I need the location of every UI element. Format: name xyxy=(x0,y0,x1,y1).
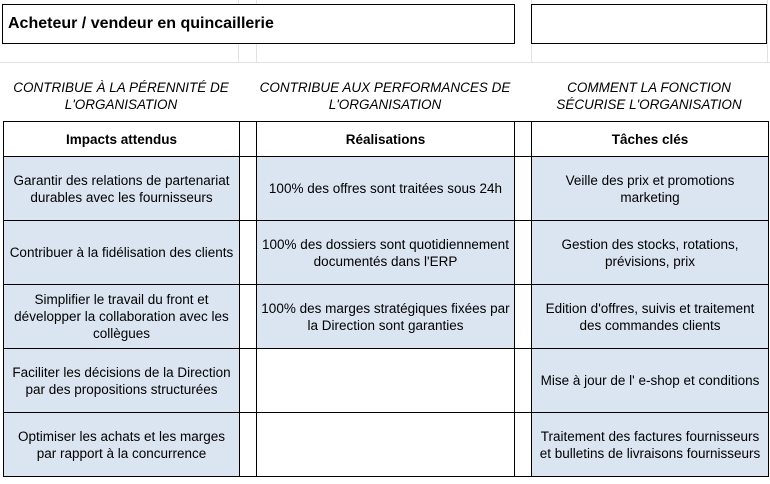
section-heading-performances: CONTRIBUE AUX PERFORMANCES DE L'ORGANISATION xyxy=(259,80,511,112)
tache-cell: Mise à jour de l' e-shop et conditions xyxy=(532,349,769,413)
spacer-cell xyxy=(515,221,532,285)
tache-cell: Edition d'offres, suivis et traitement des commandes clients xyxy=(532,285,769,349)
spacer-cell xyxy=(515,122,532,157)
spacer-cell xyxy=(240,413,257,477)
section-heading-perennite: CONTRIBUE À LA PÉRENNITÉ DE L'ORGANISATION xyxy=(13,80,229,112)
impact-cell: Simplifier le travail du front et développer la collaboration avec les collègues xyxy=(4,285,240,349)
column-header-impacts: Impacts attendus xyxy=(4,122,240,157)
empty-header-cell xyxy=(531,4,767,44)
realisation-cell: 100% des dossiers sont quotidiennement documentés dans l'ERP xyxy=(257,221,515,285)
table-header-row xyxy=(4,122,769,157)
spacer-cell xyxy=(240,157,257,221)
section-heading-securise: COMMENT LA FONCTION SÉCURISE L'ORGANISATION xyxy=(556,80,742,112)
column-header-taches: Tâches clés xyxy=(532,122,769,157)
spacer-cell xyxy=(240,285,257,349)
title-text: Acheteur / vendeur en quincaillerie xyxy=(8,15,274,32)
spacer-cell xyxy=(515,285,532,349)
realisation-cell-empty xyxy=(257,413,515,477)
spacer-cell xyxy=(515,349,532,413)
column-header-realisations: Réalisations xyxy=(257,122,515,157)
spacer-cell xyxy=(240,122,257,157)
tache-cell: Traitement des factures fournisseurs et bulletins de livraisons fournisseurs xyxy=(532,413,769,477)
realisation-cell: 100% des offres sont traitées sous 24h xyxy=(257,157,515,221)
role-table xyxy=(3,121,769,477)
impact-cell: Garantir des relations de partenariat durables avec les fournisseurs xyxy=(4,157,240,221)
table-row xyxy=(4,157,769,221)
spacer-cell xyxy=(515,413,532,477)
tache-cell: Veille des prix et promotions marketing xyxy=(532,157,769,221)
spacer-cell xyxy=(240,221,257,285)
spacer-cell xyxy=(240,349,257,413)
realisation-cell: 100% des marges stratégiques fixées par la Direction sont garanties xyxy=(257,285,515,349)
table-row xyxy=(4,221,769,285)
spacer-cell xyxy=(515,157,532,221)
tache-cell: Gestion des stocks, rotations, prévisions, prix xyxy=(532,221,769,285)
realisation-cell-empty xyxy=(257,349,515,413)
gridline xyxy=(767,0,768,62)
impact-cell: Optimiser les achats et les marges par rapport à la concurrence xyxy=(4,413,240,477)
table-row xyxy=(4,285,769,349)
table-row xyxy=(4,413,769,477)
impact-cell: Contribuer à la fidélisation des clients xyxy=(4,221,240,285)
table-row xyxy=(4,349,769,413)
impact-cell: Faciliter les décisions de la Direction par des propositions structurées xyxy=(4,349,240,413)
document-title xyxy=(2,4,515,44)
gridline xyxy=(0,62,770,63)
